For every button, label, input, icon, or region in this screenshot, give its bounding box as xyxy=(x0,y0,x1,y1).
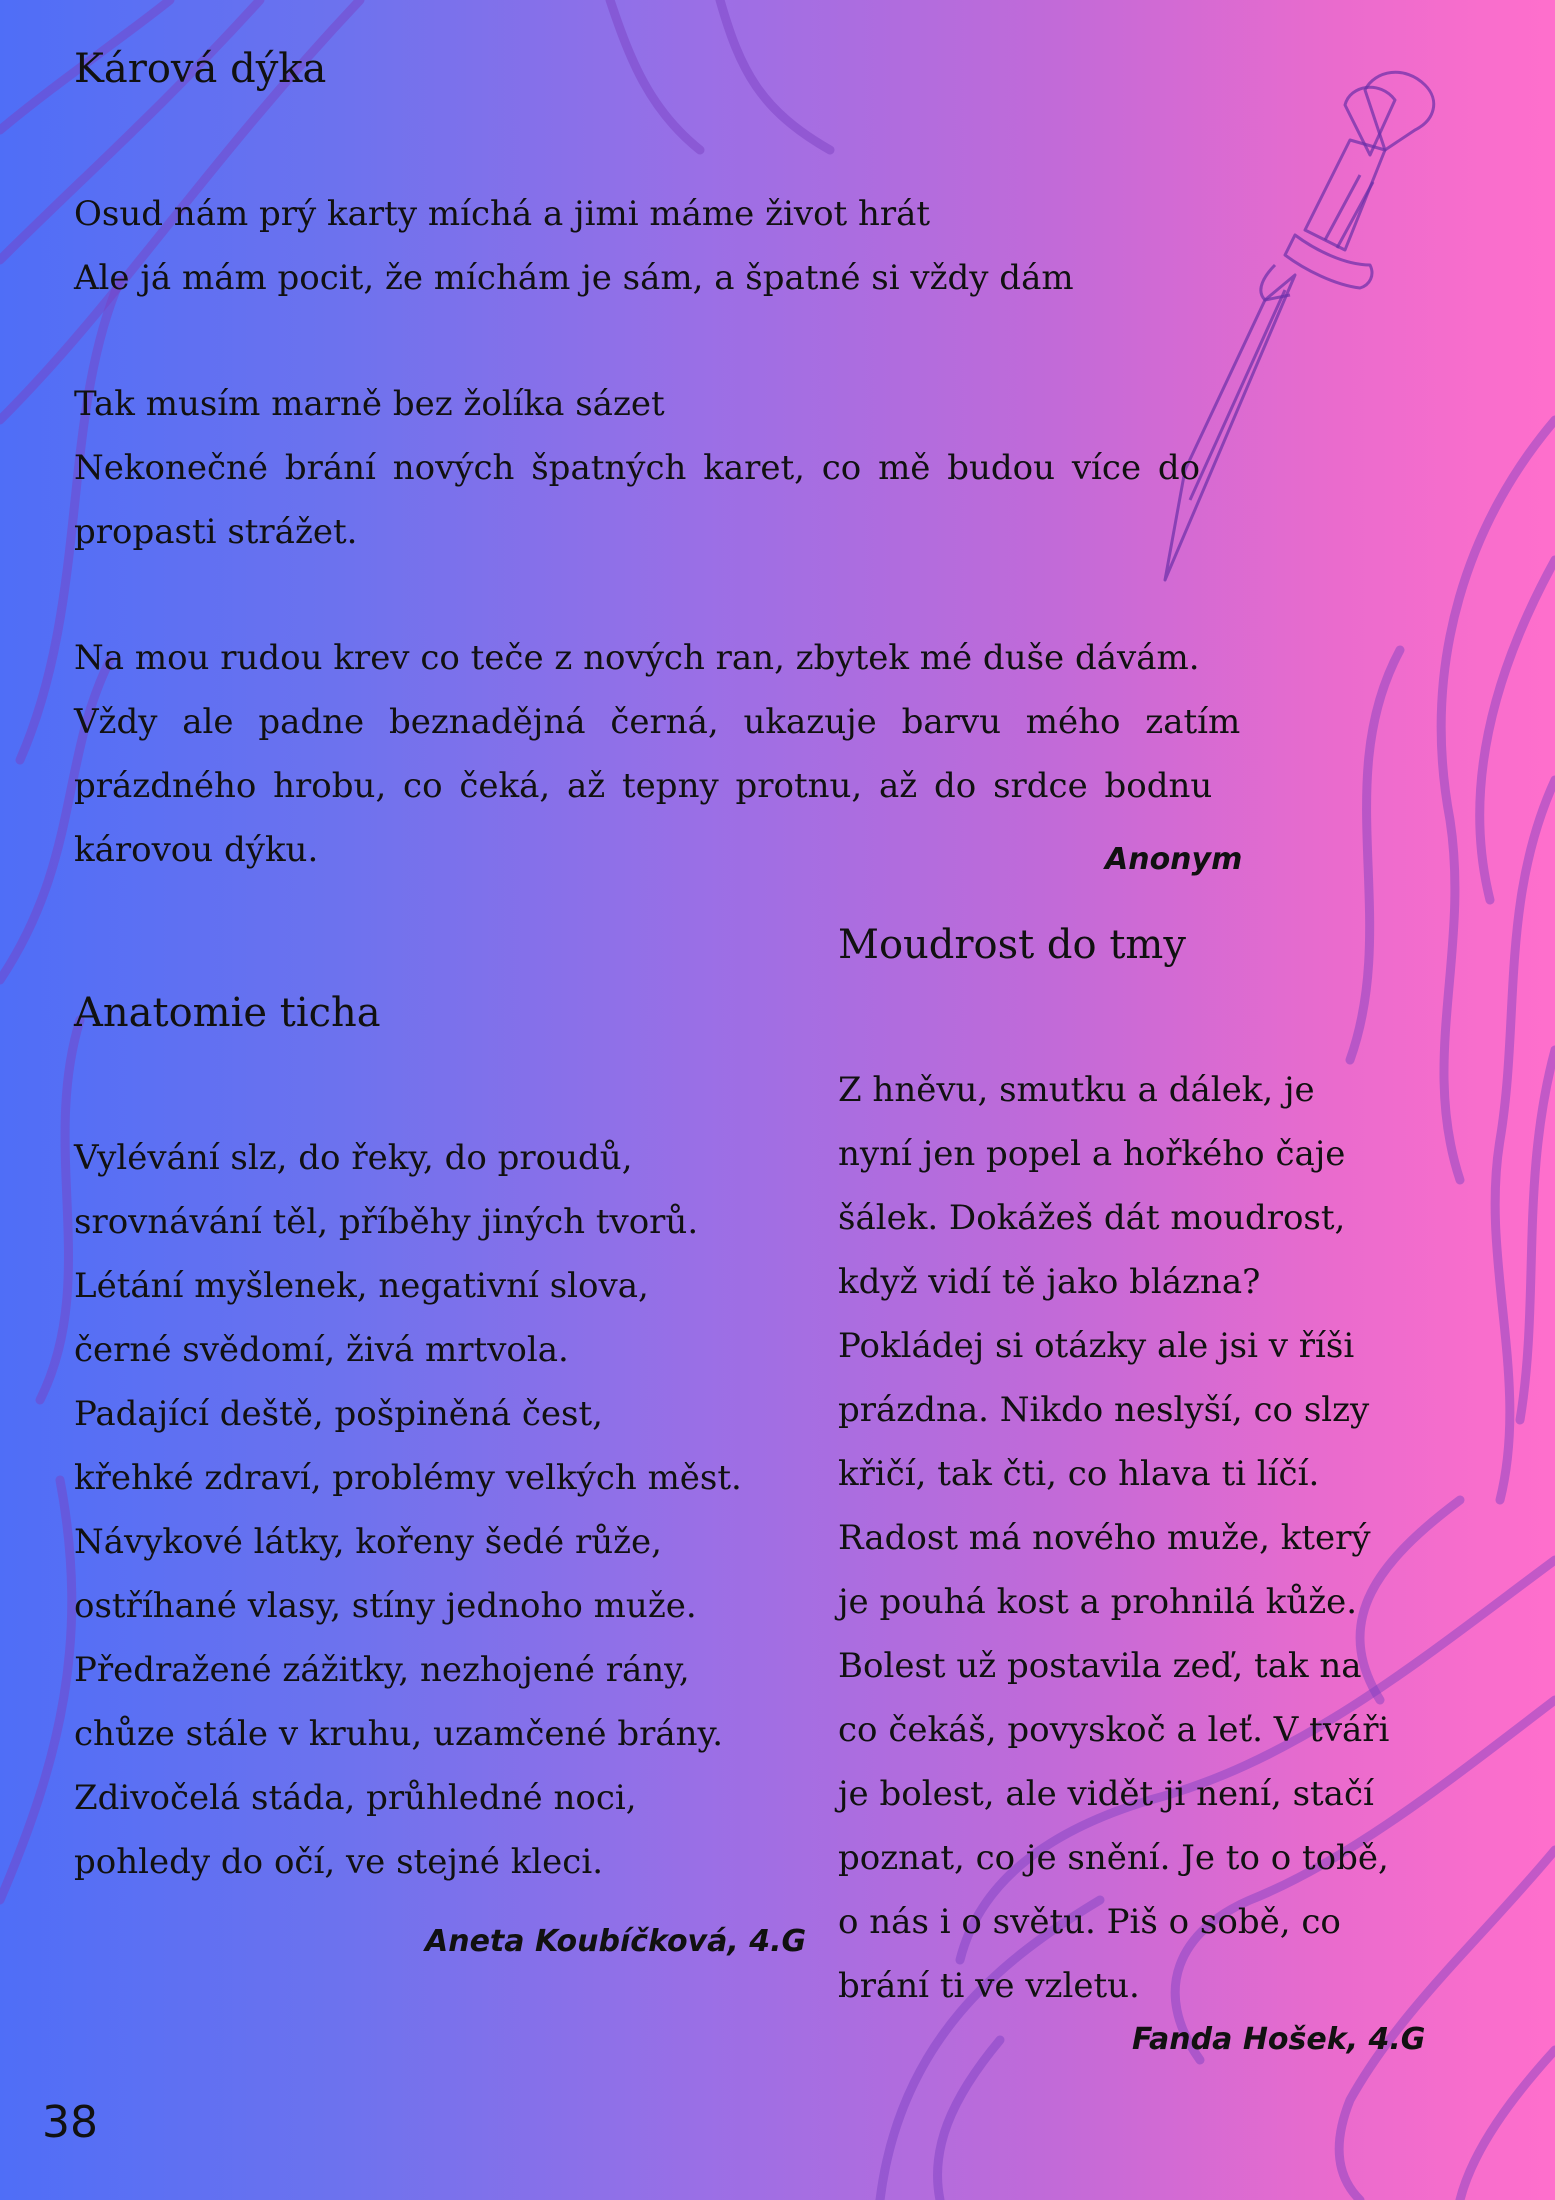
poem-1-author: Anonym xyxy=(1105,842,1243,877)
poem-line: Na mou rudou krev co teče z nových ran, zbytek mé duše dávám. xyxy=(74,638,1200,678)
poem-line: když vidí tě jako blázna? xyxy=(838,1262,1261,1302)
poem-line: co čekáš, povyskoč a leť. V tváři xyxy=(838,1710,1390,1750)
poem-line: je bolest, ale vidět ji není, stačí xyxy=(838,1774,1374,1814)
page-number: 38 xyxy=(42,2097,98,2148)
poem-line: Z hněvu, smutku a dálek, je xyxy=(838,1070,1315,1110)
poem-2-author: Aneta Koubíčková, 4.G xyxy=(425,1924,807,1959)
poem-line: o nás i o světu. Piš o sobě, co xyxy=(838,1902,1341,1942)
poem-line: brání ti ve vzletu. xyxy=(838,1966,1140,2006)
poem-line: propasti strážet. xyxy=(74,512,358,552)
poem-2-body xyxy=(74,1126,794,1894)
poem-line: Pokládej si otázky ale jsi v říši xyxy=(838,1326,1355,1366)
poem-line: nyní jen popel a hořkého čaje xyxy=(838,1134,1346,1174)
poem-line: Návykové látky, kořeny šedé růže, xyxy=(74,1522,662,1562)
poem-line: Ale já mám pocit, že míchám je sám, a špatné si vždy dám xyxy=(74,258,1074,298)
poem-3-stanza xyxy=(838,1058,1438,2018)
poem-3-author: Fanda Hošek, 4.G xyxy=(1132,2022,1426,2057)
poem-line: křehké zdraví, problémy velkých měst. xyxy=(74,1458,742,1498)
poem-line: černé svědomí, živá mrtvola. xyxy=(74,1330,569,1370)
poem-line: prázdného hrobu, co čeká, až tepny protnu, až do srdce bodnu xyxy=(74,766,1213,806)
poem-line: je pouhá kost a prohnilá kůže. xyxy=(838,1582,1358,1622)
poem-line: Vylévání slz, do řeky, do proudů, xyxy=(74,1138,633,1178)
poem-1-stanza-2 xyxy=(74,372,1234,564)
poem-line: Bolest už postavila zeď, tak na xyxy=(838,1646,1362,1686)
poem-line: prázdna. Nikdo neslyší, co slzy xyxy=(838,1390,1370,1430)
poem-3-body xyxy=(838,1058,1438,2018)
poem-1-body xyxy=(74,182,1241,882)
poem-line: károvou dýku. xyxy=(74,830,319,870)
poem-line: Osud nám prý karty míchá a jimi máme život hrát xyxy=(74,194,931,234)
poem-2-title: Anatomie ticha xyxy=(74,990,381,1036)
poem-line: chůze stále v kruhu, uzamčené brány. xyxy=(74,1714,724,1754)
poem-line: Tak musím marně bez žolíka sázet xyxy=(74,384,665,424)
poem-2-stanza xyxy=(74,1126,794,1894)
poem-line: Létání myšlenek, negativní slova, xyxy=(74,1266,649,1306)
poem-1-stanza-3 xyxy=(74,626,1241,882)
poem-line: Vždy ale padne beznadějná černá, ukazuje barvu mého zatím xyxy=(74,702,1241,742)
poem-line: ostříhané vlasy, stíny jednoho muže. xyxy=(74,1586,697,1626)
poem-line: Předražené zážitky, nezhojené rány, xyxy=(74,1650,690,1690)
poem-line: Radost má nového muže, který xyxy=(838,1518,1371,1558)
poem-line: pohledy do očí, ve stejné kleci. xyxy=(74,1842,604,1882)
poem-line: Zdivočelá stáda, průhledné noci, xyxy=(74,1778,637,1818)
poem-line: Nekonečné brání nových špatných karet, co mě budou více do xyxy=(74,448,1201,488)
poem-line: křičí, tak čti, co hlava ti líčí. xyxy=(838,1454,1320,1494)
poem-line: poznat, co je snění. Je to o tobě, xyxy=(838,1838,1389,1878)
poem-1-title: Kárová dýka xyxy=(74,46,327,92)
poem-line: Padající deště, pošpiněná čest, xyxy=(74,1394,603,1434)
poem-1-stanza-1 xyxy=(74,182,1234,310)
poem-3-title: Moudrost do tmy xyxy=(838,922,1186,968)
poem-line: srovnávání těl, příběhy jiných tvorů. xyxy=(74,1202,699,1242)
poem-line: šálek. Dokážeš dát moudrost, xyxy=(838,1198,1346,1238)
